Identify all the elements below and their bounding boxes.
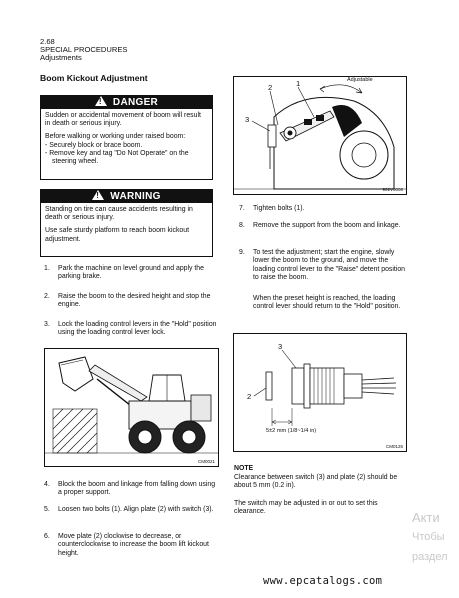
callout-1: 1: [296, 79, 301, 88]
step-number: 5.: [44, 506, 50, 513]
list-item: [44, 481, 220, 501]
warning-text: Standing on tire can cause accidents resulting in death or serious injury.: [45, 206, 193, 222]
callout-2: 2: [268, 83, 273, 92]
note-text-2: The switch may be adjusted in or out to set this clearance.: [234, 500, 378, 516]
danger-header: [41, 96, 212, 109]
list-item: [239, 249, 409, 289]
list-item: [239, 205, 409, 215]
danger-label: DANGER: [112, 97, 159, 108]
step-text: Raise the boom to the desired height and stop the engine.: [58, 293, 211, 309]
step-text: Loosen two bolts (1). Align plate (2) with switch (3).: [58, 506, 214, 513]
danger-item: - Remove key and tag "Do Not Operate" on the steering wheel.: [45, 149, 189, 166]
figure-code: 902V0008: [382, 187, 403, 192]
section-title-header: SPECIAL PROCEDURES: [40, 45, 128, 54]
step-number: 2.: [44, 293, 50, 300]
step-number: 8.: [239, 222, 245, 229]
watermark-line: Акти: [412, 510, 440, 525]
step-text: Remove the support from the boom and linkage.: [253, 222, 401, 229]
exclamation-triangle-icon: !: [92, 190, 104, 200]
callout-2: 2: [247, 392, 252, 401]
page-title: Boom Kickout Adjustment: [40, 73, 148, 83]
step-text: Block the boom and linkage from falling down using a proper support.: [58, 481, 216, 497]
boom-kickout-figure: [233, 76, 407, 195]
switch-clearance-figure: [233, 333, 407, 452]
adjustable-label: Adjustable: [347, 77, 373, 83]
callout-3: 3: [278, 342, 283, 351]
list-item: [44, 321, 220, 341]
step-number: 7.: [239, 205, 245, 212]
step-text: Tighten bolts (1).: [253, 205, 305, 212]
step-number: 1.: [44, 265, 50, 272]
switch-clearance-illustration: [234, 334, 406, 451]
step-number: 4.: [44, 481, 50, 488]
step-number: 3.: [44, 321, 50, 328]
boom-kickout-illustration: [234, 77, 406, 194]
watermark-line: Чтобы: [412, 531, 445, 543]
wheel-loader-figure: [44, 348, 219, 467]
step-number: 6.: [44, 533, 50, 540]
danger-text: Sudden or accidental movement of boom will result in death or serious injury.: [45, 112, 201, 128]
step-text: Move plate (2) clockwise to decrease, or counterclockwise to increase the boom lift kickout height.: [58, 533, 209, 557]
dimension-label: 5±2 mm (1/8~1/4 in): [266, 428, 317, 434]
page-number: 2.68: [40, 37, 55, 46]
site-url: www.epcatalogs.com: [263, 575, 383, 587]
step-number: 9.: [239, 249, 245, 256]
list-item: [44, 506, 220, 526]
step-note: When the preset height is reached, the loading control lever should return to the "Hold" position.: [253, 295, 401, 311]
list-item: [239, 222, 409, 242]
list-item: [44, 533, 220, 563]
warning-header: [41, 190, 212, 203]
exclamation-triangle-icon: !: [95, 96, 107, 106]
subsection-title-header: Adjustments: [40, 53, 82, 62]
wheel-loader-illustration: [45, 349, 218, 466]
figure-code: CM0021: [197, 459, 215, 464]
warning-instructions: Use safe sturdy platform to reach boom kickout adjustment.: [45, 227, 190, 243]
danger-item: - Securely block or brace boom.: [45, 141, 143, 149]
watermark-line: раздел: [412, 551, 448, 563]
list-item: [44, 293, 220, 313]
list-item: [44, 265, 220, 285]
callout-3: 3: [245, 115, 250, 124]
step-text: Park the machine on level ground and apply the parking brake.: [58, 265, 204, 281]
note-text: Clearance between switch (3) and plate (2) should be about 5 mm (0.2 in).: [234, 474, 398, 490]
figure-code: CM0126: [385, 444, 403, 449]
warning-box: [40, 189, 213, 257]
step-text: To test the adjustment; start the engine, slowly lower the boom to the ground, and move the loading control lever to the "Raise" detent position to raise the boom.: [253, 249, 405, 281]
step-text: Lock the loading control levers in the "Hold" position using the loading control lever lock.: [58, 321, 217, 337]
danger-box: [40, 95, 213, 180]
danger-instructions: Before walking or working under raised boom:: [45, 133, 186, 141]
warning-label: WARNING: [110, 191, 161, 202]
note-heading: NOTE: [234, 465, 254, 472]
